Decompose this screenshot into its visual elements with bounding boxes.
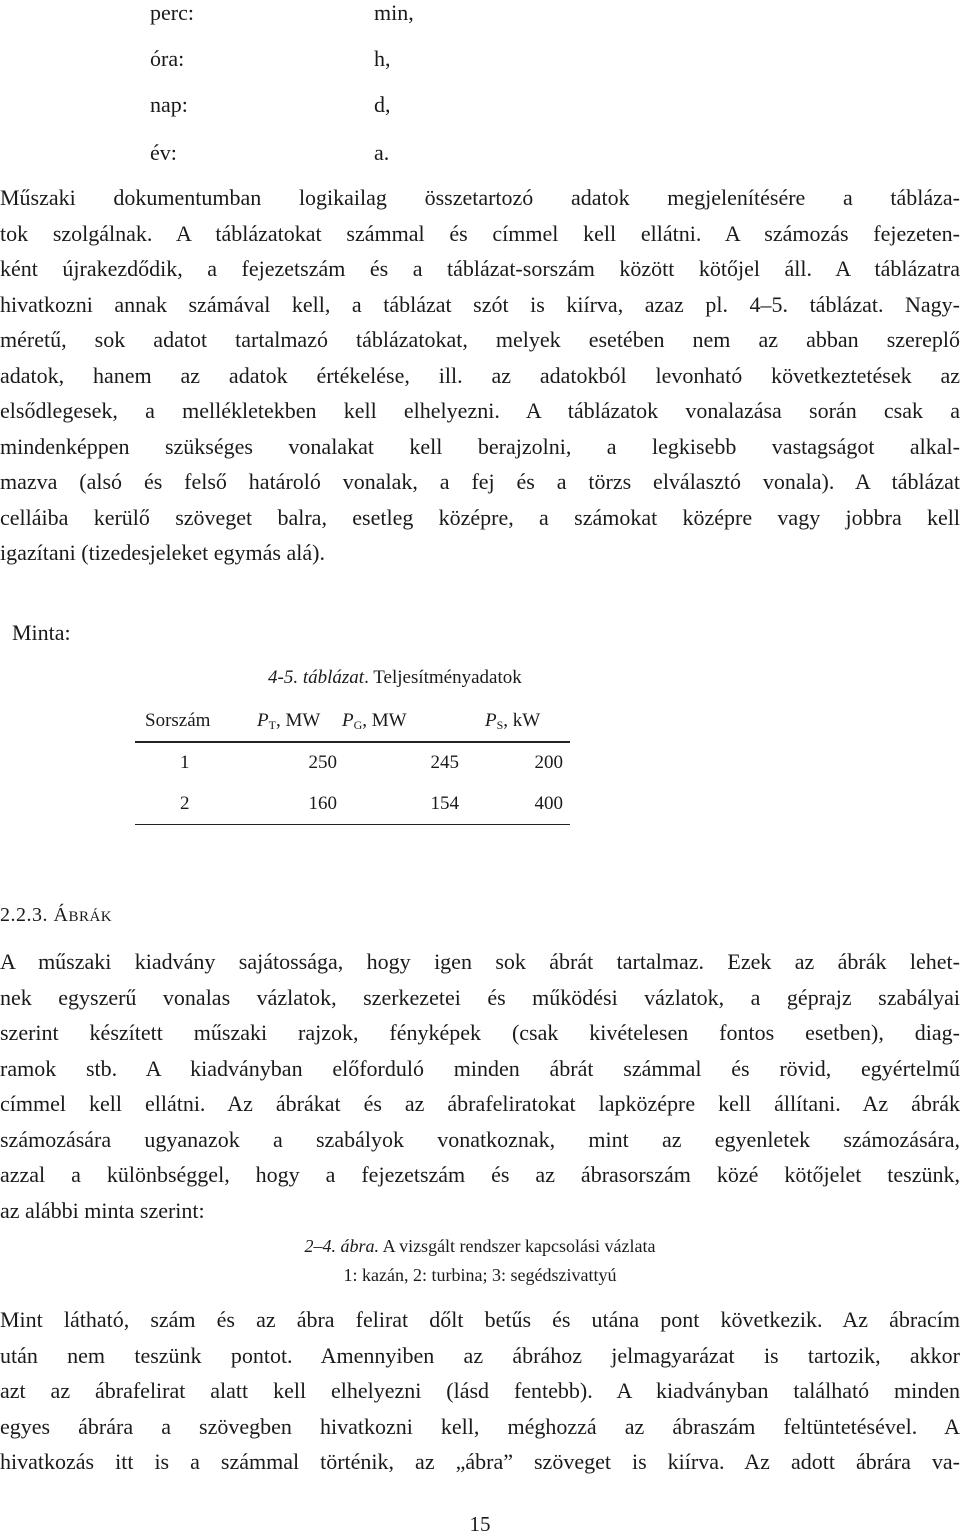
text-line: szerint készített műszaki rajzok, fényképek (csak kivételesen fontos esetben), diag-: [0, 1020, 960, 1045]
page-number: 15: [469, 1512, 491, 1536]
header-unit: , MW: [275, 710, 321, 731]
text-line: adatok, hanem az adatok értékelése, ill. az adatokból levonható következtetések az: [0, 362, 960, 388]
text-line: számozására ugyanazok a szabályok vonatkoznak, mint az egyenletek számozására,: [0, 1126, 960, 1152]
header-symbol: P: [342, 710, 354, 731]
table-caption-number: 4-5. táblázat: [268, 667, 365, 688]
section-initial: Á: [53, 904, 69, 926]
table-cell: 245: [430, 752, 459, 773]
header-subscript: T: [268, 718, 276, 732]
table-header-cell: [145, 710, 210, 736]
unit-symbol: h,: [374, 46, 391, 71]
table-caption-title: Teljesítményadatok: [373, 667, 522, 688]
unit-row: [150, 46, 550, 76]
caption-dot: .: [364, 667, 374, 688]
figure-legend: 1: kazán, 2: turbina; 3: segédszivattyú: [343, 1265, 617, 1285]
header-symbol: P: [485, 710, 497, 731]
header-rule: [135, 741, 570, 743]
table-cell: 400: [534, 793, 563, 814]
section-number: 2.2.3.: [0, 904, 48, 926]
header-text: Sorszám: [145, 710, 211, 731]
header-subscript: S: [496, 718, 504, 732]
table-header-cell: [485, 710, 540, 736]
unit-name: év:: [150, 140, 177, 165]
header-unit: , MW: [362, 710, 407, 731]
figure-caption-number: 2–4. ábra.: [304, 1236, 380, 1256]
unit-name: nap:: [150, 92, 188, 117]
text-line: azzal a különbséggel, hogy a fejezetszám és az ábrasorszám közé kötőjelet teszünk,: [0, 1162, 960, 1187]
unit-symbol: a.: [374, 140, 390, 165]
text-line: címmel kell ellátni. Az ábrákat és az ábrafeliratokat lapközépre kell állítani. Az ábrák: [0, 1091, 960, 1116]
table-header-cell: [257, 710, 320, 736]
unit-symbol: min,: [374, 0, 414, 25]
unit-name: óra:: [150, 46, 185, 71]
text-line: A műszaki kiadvány sajátossága, hogy igen sok ábrát tartalmaz. Ezek az ábrák lehet-: [0, 949, 960, 974]
figure-caption-title: A vizsgált rendszer kapcsolási vázlata: [382, 1236, 656, 1256]
table-caption: [268, 667, 522, 689]
text-line: egyes ábrára a szövegben hivatkozni kell, méghozzá az ábraszám feltüntetésével. A: [0, 1413, 960, 1439]
header-subscript: G: [353, 718, 363, 732]
unit-row: [150, 140, 550, 170]
paragraph-tables: [0, 180, 960, 571]
table-cell: 154: [430, 793, 459, 814]
section-title-rest: BRÁK: [68, 909, 113, 925]
header-unit: , kW: [503, 710, 541, 731]
text-line: hivatkozás itt is a számmal történik, az „ábra” szöveget is kiírva. Az adott ábrára va-: [0, 1449, 960, 1474]
bottom-rule: [135, 824, 570, 825]
text-line: elsődlegesek, a mellékletekben kell elhelyezni. A táblázatok vonalazása során csak a: [0, 398, 960, 423]
unit-row: [150, 92, 550, 122]
unit-symbol: d,: [374, 92, 391, 117]
text-line: az alábbi minta szerint:: [0, 1197, 205, 1223]
table-cell: 160: [308, 793, 337, 814]
text-line: celláiba kerülő szöveget balra, esetleg középre, a számokat középre vagy jobbra kell: [0, 504, 960, 530]
text-line: mindenképpen szükséges vonalakat kell berajzolni, a legkisebb vastagságot alkal-: [0, 433, 960, 459]
text-line: mazva (alsó és felső határoló vonalak, a fej és a törzs elválasztó vonala). A táblázat: [0, 469, 960, 494]
table-cell: 200: [534, 752, 563, 773]
text-line: igazítani (tizedesjeleket egymás alá).: [0, 540, 325, 565]
header-symbol: P: [257, 710, 269, 731]
text-line: méretű, sok adatot tartalmazó táblázatokat, melyek esetében nem az abban szereplő: [0, 327, 960, 352]
section-heading: [0, 904, 112, 927]
table-cell: 250: [308, 752, 337, 773]
text-line: Mint látható, szám és az ábra felirat dőlt betűs és utána pont következik. Az ábracím: [0, 1307, 960, 1332]
text-line: hivatkozni annak számával kell, a táblázat szót is kiírva, azaz pl. 4–5. táblázat. Nagy-: [0, 291, 960, 317]
paragraph-figure-rules: [0, 1302, 960, 1480]
text-line: azt az ábrafelirat alatt kell elhelyezni (lásd fentebb). A kiadványban található minden: [0, 1378, 960, 1403]
text-line: nek egyszerű vonalas vázlatok, szerkezetei és működési vázlatok, a géprajz szabályai: [0, 984, 960, 1010]
text-line: ként újrakezdődik, a fejezetszám és a táblázat-sorszám között kötőjel áll. A táblázatra: [0, 256, 960, 281]
text-line: tok szolgálnak. A táblázatokat számmal és címmel kell ellátni. A számozás fejezeten-: [0, 220, 960, 246]
text-line: ramok stb. A kiadványban előforduló minden ábrát számmal és rövid, egyértelmű: [0, 1055, 960, 1081]
unit-name: perc:: [150, 0, 194, 25]
sample-label: Minta:: [12, 620, 71, 645]
text-line: Műszaki dokumentumban logikailag összetartozó adatok megjelenítésére a tábláza-: [0, 185, 960, 210]
table-cell: 1: [180, 752, 190, 773]
figure-caption: [0, 1236, 960, 1257]
unit-row: [150, 0, 550, 30]
text-line: után nem teszünk pontot. Amennyiben az ábrához jelmagyarázat is tartozik, akkor: [0, 1342, 960, 1368]
table-cell: 2: [180, 793, 190, 814]
paragraph-figures: [0, 944, 960, 1228]
table-header-cell: [342, 710, 407, 736]
